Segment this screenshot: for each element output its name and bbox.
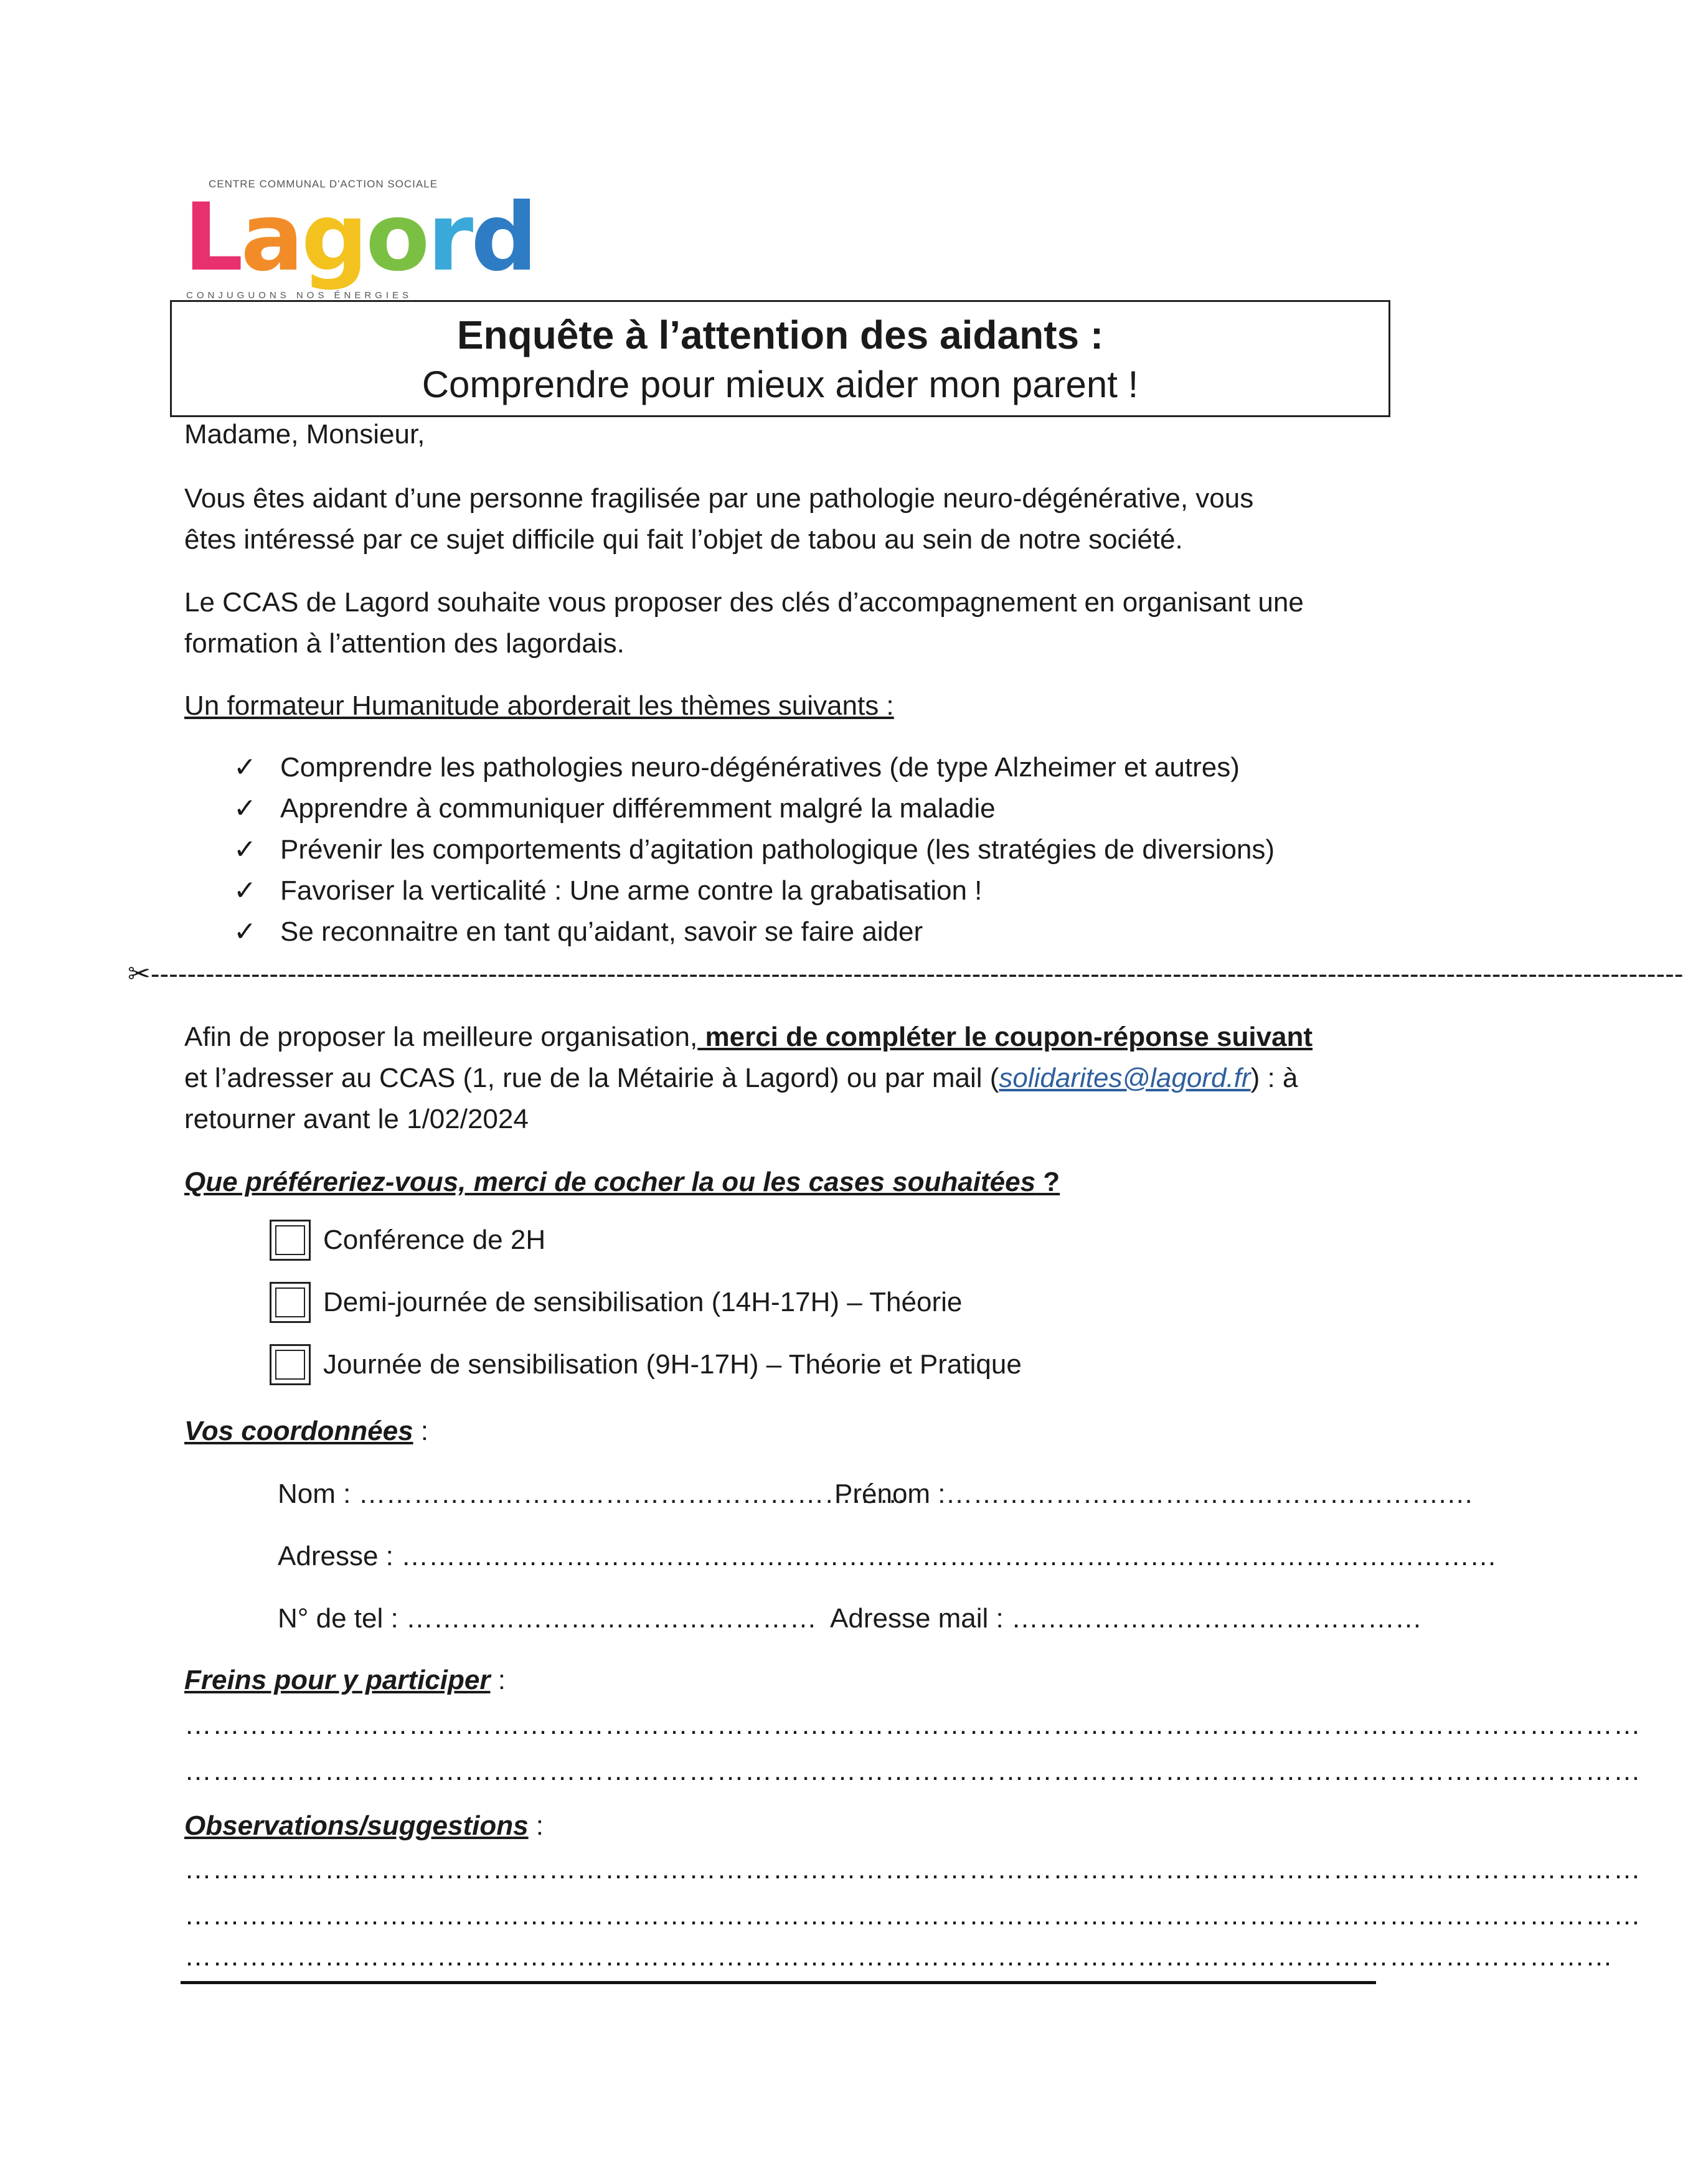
options-list bbox=[270, 1209, 1022, 1396]
logo-bottom-line: CONJUGUONS NOS ÉNERGIES bbox=[186, 290, 413, 301]
tel-field[interactable]: N° de tel : ……………………………………… bbox=[278, 1603, 817, 1634]
option-row[interactable] bbox=[270, 1209, 1022, 1271]
theme-text: Apprendre à communiquer différemment malgré la maladie bbox=[280, 793, 996, 824]
coupon-line-3: retourner avant le 1/02/2024 bbox=[184, 1104, 529, 1134]
prenom-field[interactable]: Prénom :……………………………………………….… bbox=[834, 1479, 1474, 1509]
theme-text: Comprendre les pathologies neuro-dégénératives (de type Alzheimer et autres) bbox=[280, 752, 1240, 783]
themes-list bbox=[233, 747, 1275, 953]
checkmark-icon: ✓ bbox=[233, 834, 257, 865]
logo-top-line: CENTRE COMMUNAL D'ACTION SOCIALE bbox=[209, 178, 438, 190]
checkmark-icon: ✓ bbox=[233, 875, 257, 906]
email-field[interactable]: Adresse mail : ……………………………………… bbox=[830, 1603, 1422, 1634]
option-row[interactable] bbox=[270, 1271, 1022, 1334]
page-title: Enquête à l’attention des aidants : bbox=[456, 313, 1104, 357]
freins-line[interactable]: ………………………………………………………………………………………………………………………………………… bbox=[184, 1710, 1641, 1740]
scissors-icon: ✂ bbox=[128, 959, 151, 989]
list-item bbox=[233, 870, 1275, 911]
intro-paragraph-2-line-1: Le CCAS de Lagord souhaite vous proposer des clés d’accompagnement en organisant une bbox=[184, 587, 1304, 618]
option-label: Conférence de 2H bbox=[323, 1225, 546, 1255]
coupon-line-1: Afin de proposer la meilleure organisation, merci de compléter le coupon-réponse suivant bbox=[184, 1022, 1313, 1052]
coords-heading: Vos coordonnées : bbox=[184, 1416, 429, 1446]
observations-line[interactable]: ………………………………………………………………………………………………………………………………………… bbox=[184, 1854, 1641, 1885]
ccas-lagord-logo bbox=[184, 174, 535, 302]
option-checkbox[interactable] bbox=[270, 1344, 311, 1385]
cut-line bbox=[128, 956, 1683, 993]
nom-field[interactable]: Nom : …………………………………………………… bbox=[278, 1479, 907, 1509]
list-item bbox=[233, 829, 1275, 870]
salutation: Madame, Monsieur, bbox=[184, 419, 425, 450]
intro-paragraph-1-line-2: êtes intéressé par ce sujet difficile qui fait l’objet de tabou au sein de notre société. bbox=[184, 524, 1183, 555]
checkmark-icon: ✓ bbox=[233, 752, 257, 783]
page-subtitle: Comprendre pour mieux aider mon parent ! bbox=[422, 364, 1139, 405]
option-label: Demi-journée de sensibilisation (14H-17H) – Théorie bbox=[323, 1287, 963, 1317]
checkmark-icon: ✓ bbox=[233, 793, 257, 824]
dashed-line: ------------------------------------------------------------------------------------------------------------------------------------------------------------------------ bbox=[150, 959, 1683, 989]
bottom-rule bbox=[181, 1981, 1376, 1984]
title-box bbox=[170, 300, 1390, 417]
freins-heading: Freins pour y participer : bbox=[184, 1665, 506, 1695]
list-item bbox=[233, 911, 1275, 953]
option-checkbox[interactable] bbox=[270, 1282, 311, 1323]
email-link[interactable]: solidarites@lagord.fr bbox=[999, 1063, 1251, 1093]
list-item bbox=[233, 788, 1275, 829]
themes-heading: Un formateur Humanitude aborderait les thèmes suivants : bbox=[184, 690, 894, 721]
adresse-field[interactable]: Adresse : ………………………………………………………………………………………………………… bbox=[278, 1541, 1497, 1571]
option-checkbox[interactable] bbox=[270, 1220, 311, 1261]
observations-heading: Observations/suggestions : bbox=[184, 1810, 544, 1841]
list-item bbox=[233, 747, 1275, 788]
theme-text: Se reconnaitre en tant qu’aidant, savoir se faire aider bbox=[280, 916, 923, 947]
coupon-line-2: et l’adresser au CCAS (1, rue de la Métairie à Lagord) ou par mail (solidarites@lagord.fr) : à bbox=[184, 1063, 1298, 1093]
freins-line[interactable]: ………………………………………………………………………………………………………………………………………… bbox=[184, 1756, 1641, 1786]
checkmark-icon: ✓ bbox=[233, 916, 257, 947]
question-heading: Que préféreriez-vous, merci de cocher la ou les cases souhaitées ? bbox=[184, 1167, 1060, 1197]
observations-line[interactable]: ……………………………………………………………………………………………………………………………………… bbox=[184, 1941, 1613, 1972]
intro-paragraph-1-line-1: Vous êtes aidant d’une personne fragilisée par une pathologie neuro-dégénérative, vous bbox=[184, 483, 1254, 514]
theme-text: Prévenir les comportements d’agitation pathologique (les stratégies de diversions) bbox=[280, 834, 1275, 865]
coupon-emphasis: merci de compléter le coupon-réponse suivant bbox=[697, 1022, 1313, 1052]
intro-paragraph-2-line-2: formation à l’attention des lagordais. bbox=[184, 628, 625, 659]
option-label: Journée de sensibilisation (9H-17H) – Théorie et Pratique bbox=[323, 1349, 1022, 1380]
observations-line[interactable]: ………………………………………………………………………………………………………………………………………… bbox=[184, 1900, 1641, 1931]
theme-text: Favoriser la verticalité : Une arme contre la grabatisation ! bbox=[280, 875, 983, 906]
option-row[interactable] bbox=[270, 1334, 1022, 1396]
logo-word: Lagord bbox=[184, 184, 535, 292]
